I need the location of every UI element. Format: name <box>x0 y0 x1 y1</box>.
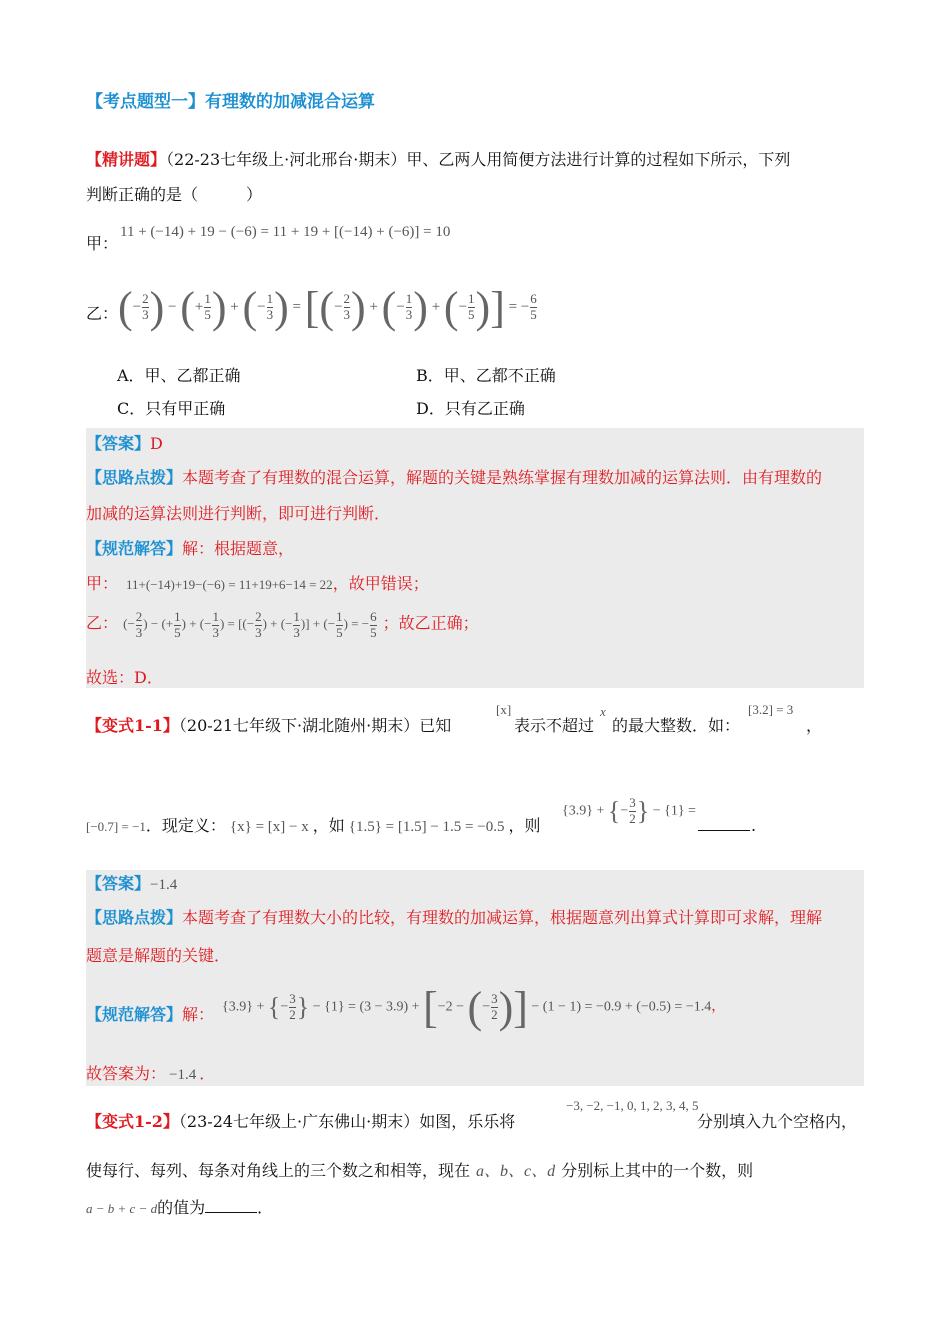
q3-line2: 使每行、每列、每条对角线上的三个数之和相等，现在 a、b、c、d 分别标上其中的一个数，则 <box>86 1161 754 1180</box>
q2-sol-expr: {3.9} + {− $\frac{3}{2}$ } − {1} = (3 − 3.9) + [−2 − (− $\frac{3}{2}$ )] − (1 − 1) = −0.9 + (−0.5) = −1.4， <box>222 983 726 1032</box>
q2-idea-1: 【思路点拨】本题考查了有理数大小的比较，有理数的加减运算，根据题意列出算式计算即可求解，理解 <box>86 908 823 927</box>
q1-tag: 【精讲题】 <box>86 150 167 169</box>
q2-x: x <box>600 704 606 719</box>
q1-stem-2: 判断正确的是（ ） <box>86 185 263 204</box>
q2-line1c: 的最大整数．如： <box>612 716 741 735</box>
q3-numbers: −3, −2, −1, 0, 1, 2, 3, 4, 5 <box>566 1098 699 1113</box>
q3-line3: a − b + c − d的值为 ． <box>86 1198 274 1217</box>
q3-line1: 【变式1-2】（23-24七年级上·广东佛山·期末）如图，乐乐将 <box>86 1112 516 1131</box>
q1-option-b: B．甲、乙都不正确 <box>416 366 556 385</box>
q2-solution-box <box>86 870 864 1086</box>
q1-sol-end: 故选：D． <box>86 668 163 687</box>
q1-solution-box <box>86 428 864 688</box>
q1-sol-1: 【规范解答】解：根据题意， <box>86 539 295 558</box>
q2-x-bracket: [x] <box>496 702 512 717</box>
q1-option-a: A．甲、乙都正确 <box>117 366 241 385</box>
section-title: 【考点题型一】有理数的加减混合运算 <box>86 92 375 112</box>
q2-line1b: 表示不超过 <box>514 716 595 735</box>
q1-idea-1: 【思路点拨】本题考查了有理数的混合运算，解题的关键是熟练掌握有理数加减的运算法则．由有理数的 <box>86 468 823 487</box>
q1-jia-label: 甲： <box>86 234 119 253</box>
q2-line2: [−0.7] = −1．现定义： {x} = [x] − x ，如 {1.5} = [1.5] − 1.5 = −0.5 ，则 <box>86 816 541 835</box>
q3-answer-blank[interactable] <box>205 1212 257 1213</box>
q2-example-1: [3.2] = 3 <box>748 702 794 717</box>
q1-yi-label: 乙： <box>86 304 119 323</box>
q1-option-c: C．只有甲正确 <box>117 399 226 418</box>
q2-question-expr: {3.9} + {− $\frac{3}{2}$ } − {1} = <box>562 795 696 826</box>
q1-sol-yi: 乙： (− $\frac{2}{3}$ ) − (+ $\frac{1}{5}$ ) + (− $\frac{1}{3}$ ) = [(− $\frac{2}{3}$ ) + (− $\frac{1}{3}$ )] + (− $\frac{1}{5}$ ) = − $\frac{6}{5}$ ；故乙正确； <box>86 609 479 640</box>
q1-answer: 【答案】D <box>86 434 163 453</box>
q1-line1 <box>86 152 790 168</box>
q2-answer: 【答案】−1.4 <box>86 874 178 893</box>
q1-yi-expr: (− $\frac{2}{3}$ ) − (+ $\frac{1}{5}$ ) + (− $\frac{1}{3}$ ) = [(− $\frac{2}{3}$ ) + (− $\frac{1}{3}$ ) + (− $\frac{1}{5}$ )] = − $\frac{6}{5}$ <box>118 283 537 332</box>
q2-sol-tag: 【规范解答】解： <box>86 1005 215 1024</box>
q3-line1b: 分别填入九个空格内， <box>697 1112 858 1131</box>
q1-idea-2: 加减的运算法则进行判断，即可进行判断． <box>86 504 391 523</box>
q1-jia-expr: 11 + (−14) + 19 − (−6) = 11 + 19 + [(−14) + (−6)] = 10 <box>120 224 451 240</box>
q1-option-d: D．只有乙正确 <box>416 399 525 418</box>
q2-period: . <box>751 816 757 835</box>
q1-sol-jia: 甲： 11+(−14)+19−(−6) = 11+19+6−14 = 22，故甲错误； <box>86 574 429 593</box>
q2-answer-blank[interactable] <box>698 816 750 831</box>
q1-stem-1: （22-23七年级上·河北邢台·期末）甲、乙两人用简便方法进行计算的过程如下所示，下列 <box>166 150 791 169</box>
q2-sol-end: 故答案为： −1.4 ． <box>86 1064 216 1083</box>
q2-line1: 【变式1-1】（20-21七年级下·湖北随州·期末）已知 <box>86 716 452 735</box>
q2-comma: ， <box>806 716 823 735</box>
q2-idea-2: 题意是解题的关键． <box>86 946 231 965</box>
